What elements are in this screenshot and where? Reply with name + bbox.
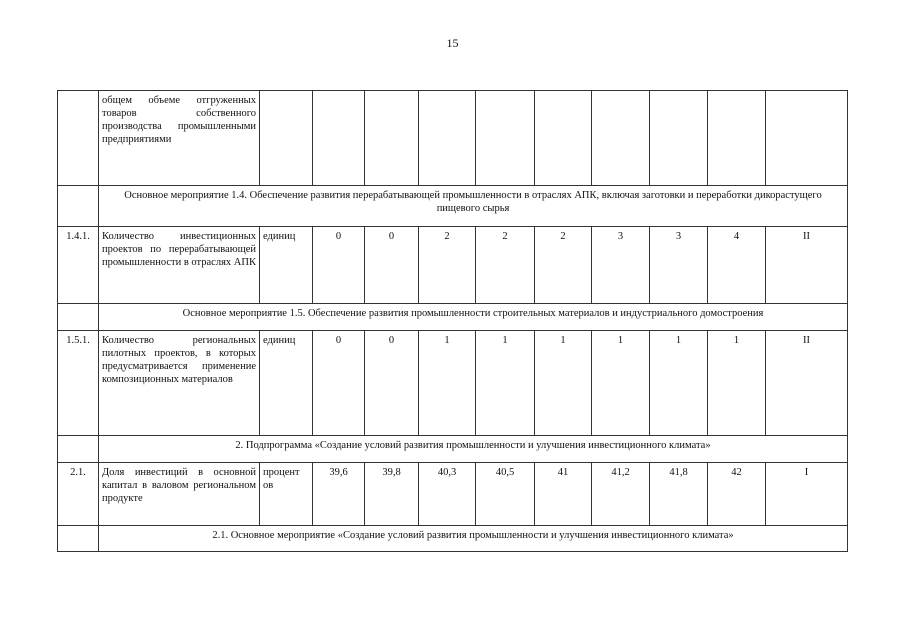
value-cell: 1 (708, 331, 766, 436)
value-cell: 3 (650, 227, 708, 304)
value-cell: 42 (708, 463, 766, 526)
empty-cell (58, 436, 99, 463)
section-header-row (58, 186, 848, 227)
value-cell (535, 91, 592, 186)
value-cell: 41,2 (592, 463, 650, 526)
section-header-row (58, 526, 848, 552)
value-cell: 40,3 (419, 463, 476, 526)
section-header-row (58, 304, 848, 331)
section-header: Основное мероприятие 1.5. Обеспечение развития промышленности строительных материалов и индустриального домостроения (99, 304, 848, 331)
table-row (58, 227, 848, 304)
row-number: 2.1. (58, 463, 99, 526)
value-cell (313, 91, 365, 186)
value-cell: I (766, 463, 848, 526)
page-number: 15 (446, 36, 459, 50)
value-cell: 39,6 (313, 463, 365, 526)
value-cell: 0 (365, 227, 419, 304)
value-cell (365, 91, 419, 186)
section-header-row (58, 436, 848, 463)
value-cell: 40,5 (476, 463, 535, 526)
empty-cell (58, 186, 99, 227)
value-cell (650, 91, 708, 186)
value-cell: 2 (476, 227, 535, 304)
value-cell: 0 (313, 227, 365, 304)
empty-cell (58, 526, 99, 552)
value-cell (766, 91, 848, 186)
indicator-name: Доля инвестиций в основной капитал в валовом региональном продукте (99, 463, 260, 526)
indicator-name: Количество инвестиционных проектов по перерабатывающей промышленности в отраслях АПК (99, 227, 260, 304)
value-cell (592, 91, 650, 186)
row-number: 1.4.1. (58, 227, 99, 304)
indicator-name: Количество региональных пилотных проектов, в которых предусматривается применение композиционных материалов (99, 331, 260, 436)
value-cell: 1 (650, 331, 708, 436)
unit-cell: единиц (260, 331, 313, 436)
value-cell: 0 (313, 331, 365, 436)
section-header: Основное мероприятие 1.4. Обеспечение развития перерабатывающей промышленности в отраслях АПК, включая заготовки и переработки дикорастущего пищевого сырья (99, 186, 848, 227)
value-cell: 41 (535, 463, 592, 526)
table-row (58, 463, 848, 526)
indicators-table (57, 90, 848, 552)
value-cell (419, 91, 476, 186)
value-cell: 39,8 (365, 463, 419, 526)
table-row (58, 331, 848, 436)
unit-cell (260, 91, 313, 186)
value-cell: 1 (419, 331, 476, 436)
section-header: 2.1. Основное мероприятие «Создание условий развития промышленности и улучшения инвестиционного климата» (99, 526, 848, 552)
row-number: 1.5.1. (58, 331, 99, 436)
value-cell: II (766, 331, 848, 436)
value-cell: 1 (535, 331, 592, 436)
value-cell: II (766, 227, 848, 304)
value-cell (476, 91, 535, 186)
indicator-name: общем объеме отгруженных товаров собственного производства промышленными предприятиями (99, 91, 260, 186)
value-cell: 1 (476, 331, 535, 436)
row-number (58, 91, 99, 186)
value-cell: 41,8 (650, 463, 708, 526)
value-cell: 2 (419, 227, 476, 304)
value-cell: 0 (365, 331, 419, 436)
table-row (58, 91, 848, 186)
value-cell: 2 (535, 227, 592, 304)
value-cell (708, 91, 766, 186)
unit-cell: единиц (260, 227, 313, 304)
empty-cell (58, 304, 99, 331)
value-cell: 4 (708, 227, 766, 304)
unit-cell: процент ов (260, 463, 313, 526)
section-header: 2. Подпрограмма «Создание условий развития промышленности и улучшения инвестиционного климата» (99, 436, 848, 463)
value-cell: 1 (592, 331, 650, 436)
value-cell: 3 (592, 227, 650, 304)
